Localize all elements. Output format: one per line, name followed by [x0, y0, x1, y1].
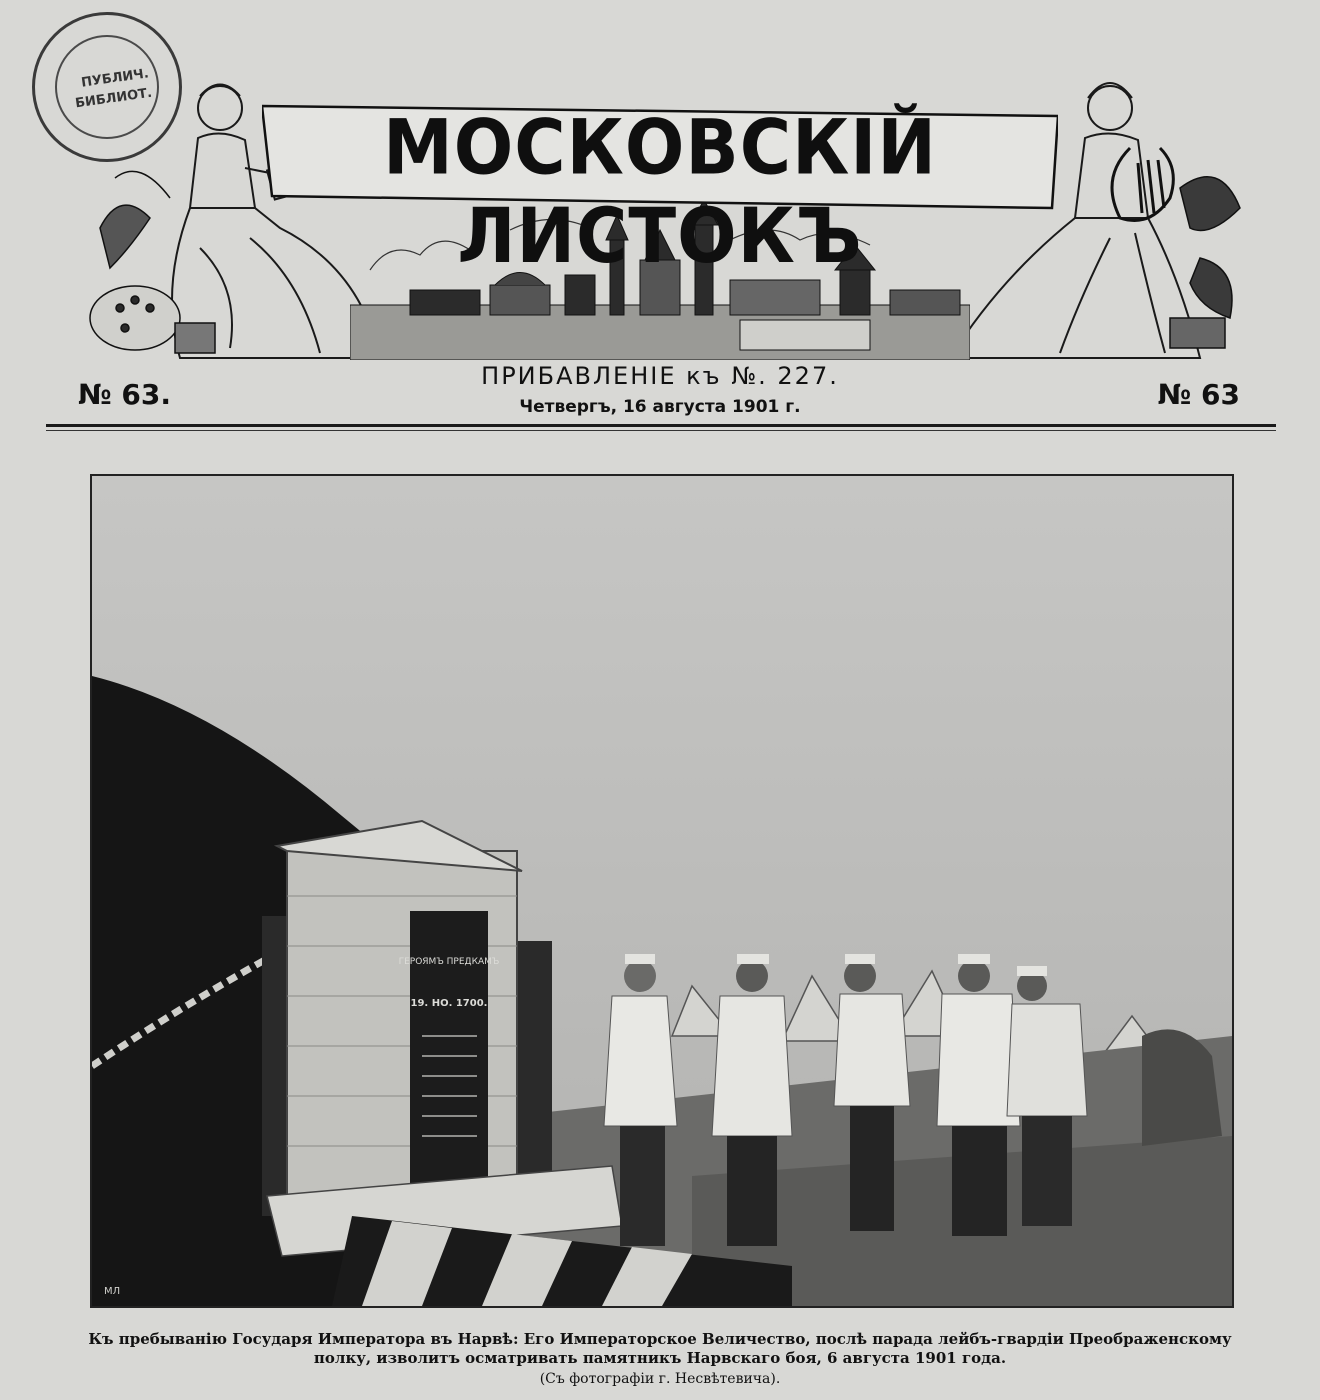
publication-date: Четвергъ, 16 августа 1901 г. — [519, 397, 801, 417]
caption-line2: полку, изволитъ осматривать памятникъ Нарвскаго боя, 6 августа 1901 года. — [313, 1349, 1007, 1367]
masthead — [262, 96, 1058, 281]
plaque-inscription-line1: ГЕРОЯМЪ ПРЕДКАМЪ — [398, 957, 500, 967]
plaque-inscription-line2: 19. НО. 1700. — [410, 998, 488, 1009]
newspaper-title: МОСКОВСКІЙ ЛИСТОКЪ — [383, 103, 937, 281]
stamp-text-line2: БИБЛИОТ. — [74, 85, 153, 112]
photograph — [90, 474, 1234, 1308]
cannon-right — [517, 941, 552, 1181]
issue-number-left: № 63. — [78, 378, 172, 411]
engraver-monogram: МЛ — [104, 1286, 121, 1297]
masthead-rule-thin — [46, 430, 1276, 431]
issue-number-right: № 63 — [1157, 378, 1240, 411]
monument-plaque — [410, 911, 488, 1193]
masthead-rule — [46, 424, 1276, 427]
stamp-text-line1: ПУБЛИЧ. — [80, 66, 150, 91]
supplement-title: ПРИБАВЛЕНІЕ къ №. 227. — [481, 362, 839, 390]
photograph-scene — [92, 476, 1232, 1306]
photo-caption — [40, 1330, 1280, 1368]
photo-credit: (Съ фотографіи г. Несвѣтевича). — [539, 1371, 781, 1387]
caption-line1: Къ пребыванію Государя Императора въ Нарвѣ: Его Императорское Величество, послѣ парада лейбъ-гвардіи Преображенскому — [88, 1330, 1232, 1348]
